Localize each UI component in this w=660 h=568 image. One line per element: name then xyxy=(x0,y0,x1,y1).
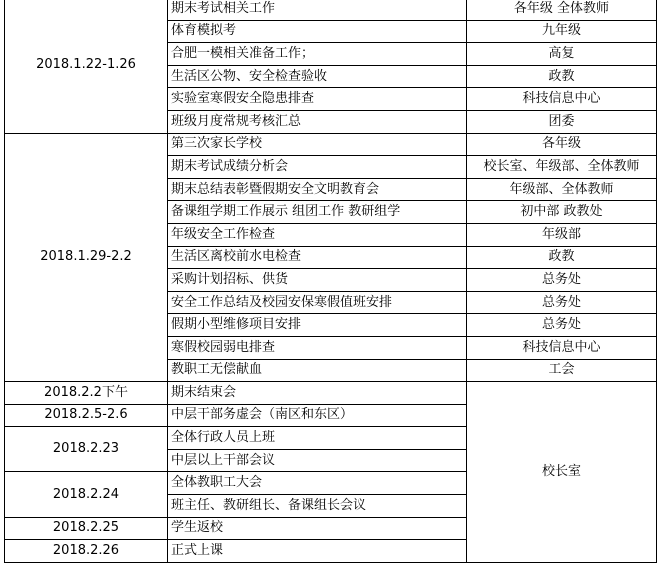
department-cell: 政教 xyxy=(467,246,657,269)
task-cell: 中层干部务虚会（南区和东区） xyxy=(168,404,467,427)
department-cell: 九年级 xyxy=(467,20,657,43)
schedule-body xyxy=(5,0,657,562)
task-cell: 班主任、教研组长、备课组长会议 xyxy=(168,495,467,518)
table-row xyxy=(5,0,657,20)
department-cell: 总务处 xyxy=(467,291,657,314)
task-cell: 班级月度常规考核汇总 xyxy=(168,110,467,133)
task-cell: 全体行政人员上班 xyxy=(168,427,467,450)
task-cell: 中层以上干部会议 xyxy=(168,449,467,472)
department-cell: 科技信息中心 xyxy=(467,88,657,111)
date-cell: 2018.1.29-2.2 xyxy=(5,133,168,382)
department-cell: 总务处 xyxy=(467,269,657,292)
shared-department-cell: 校长室 xyxy=(467,382,657,563)
department-cell: 各年级 全体教师 xyxy=(467,0,657,20)
task-cell: 全体教职工大会 xyxy=(168,472,467,495)
date-cell: 2018.2.24 xyxy=(5,472,168,517)
task-cell: 合肥一模相关准备工作； xyxy=(168,43,467,66)
department-cell: 校长室、年级部、全体教师 xyxy=(467,156,657,179)
task-cell: 假期小型维修项目安排 xyxy=(168,314,467,337)
department-cell: 各年级 xyxy=(467,133,657,156)
task-cell: 安全工作总结及校园安保寒假值班安排 xyxy=(168,291,467,314)
task-cell: 期末考试成绩分析会 xyxy=(168,156,467,179)
date-cell: 2018.2.26 xyxy=(5,540,168,563)
date-cell: 2018.1.22-1.26 xyxy=(5,0,168,133)
task-cell: 第三次家长学校 xyxy=(168,133,467,156)
department-cell: 科技信息中心 xyxy=(467,336,657,359)
task-cell: 期末考试相关工作 xyxy=(168,0,467,20)
task-cell: 生活区公物、安全检查验收 xyxy=(168,65,467,88)
department-cell: 高复 xyxy=(467,43,657,66)
task-cell: 实验室寒假安全隐患排查 xyxy=(168,88,467,111)
department-cell: 团委 xyxy=(467,110,657,133)
task-cell: 采购计划招标、供货 xyxy=(168,269,467,292)
date-cell: 2018.2.25 xyxy=(5,517,168,540)
department-cell: 初中部 政教处 xyxy=(467,201,657,224)
task-cell: 期末结束会 xyxy=(168,382,467,405)
task-cell: 备课组学期工作展示 组团工作 教研组学 xyxy=(168,201,467,224)
date-cell: 2018.2.2下午 xyxy=(5,382,168,405)
department-cell: 年级部、全体教师 xyxy=(467,178,657,201)
department-cell: 工会 xyxy=(467,359,657,382)
task-cell: 生活区离校前水电检查 xyxy=(168,246,467,269)
department-cell: 总务处 xyxy=(467,314,657,337)
table-row xyxy=(5,382,657,405)
schedule-table xyxy=(4,0,657,563)
table-row xyxy=(5,133,657,156)
date-cell: 2018.2.5-2.6 xyxy=(5,404,168,427)
department-cell: 年级部 xyxy=(467,223,657,246)
task-cell: 体育模拟考 xyxy=(168,20,467,43)
task-cell: 期末总结表彰暨假期安全文明教育会 xyxy=(168,178,467,201)
task-cell: 年级安全工作检查 xyxy=(168,223,467,246)
task-cell: 教职工无偿献血 xyxy=(168,359,467,382)
task-cell: 学生返校 xyxy=(168,517,467,540)
task-cell: 正式上课 xyxy=(168,540,467,563)
task-cell: 寒假校园弱电排查 xyxy=(168,336,467,359)
date-cell: 2018.2.23 xyxy=(5,427,168,472)
department-cell: 政教 xyxy=(467,65,657,88)
